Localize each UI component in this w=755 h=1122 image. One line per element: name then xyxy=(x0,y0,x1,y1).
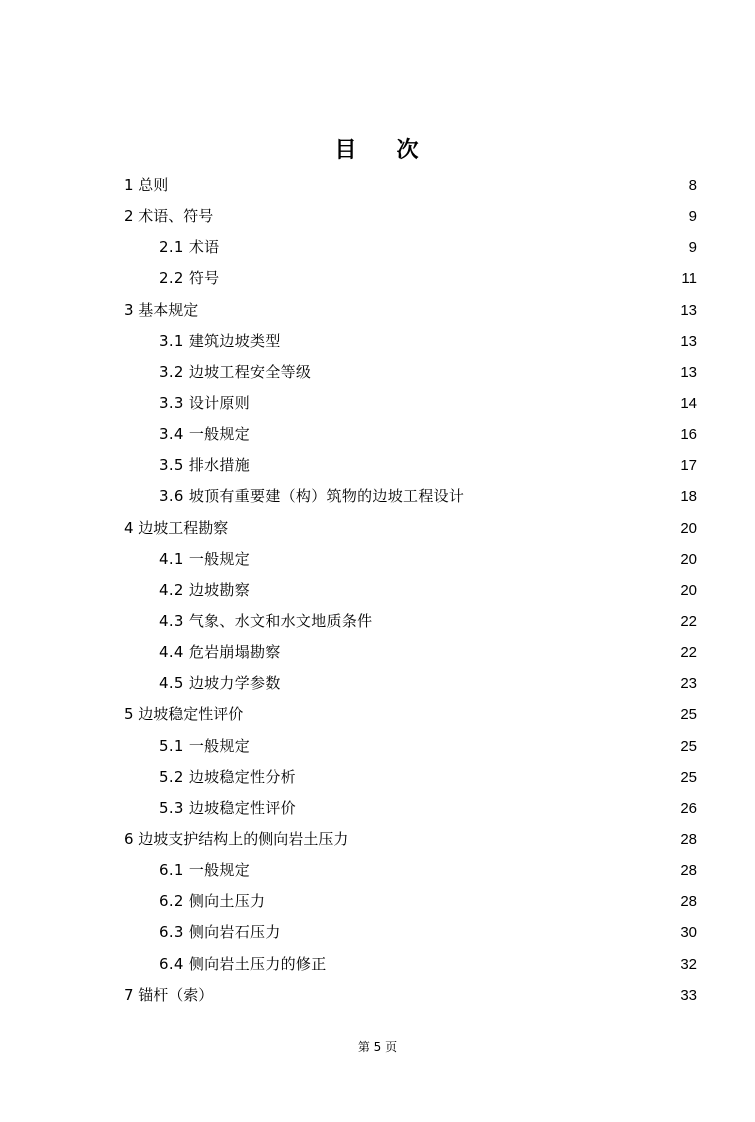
toc-entry-label: 4.5 边坡力学参数 xyxy=(159,674,281,693)
toc-entry[interactable] xyxy=(0,232,755,263)
toc-entry-page-number: 8 xyxy=(688,177,697,194)
toc-entry-label: 2 术语、符号 xyxy=(124,207,214,226)
page-footer: 第 5 页 xyxy=(357,1040,398,1054)
toc-entry[interactable] xyxy=(0,263,755,294)
toc-entry-label: 3.2 边坡工程安全等级 xyxy=(159,362,312,381)
toc-entry[interactable] xyxy=(0,855,755,886)
toc-entry[interactable] xyxy=(0,575,755,606)
toc-entry-page-number: 13 xyxy=(680,332,697,350)
toc-entry-label: 7 锚杆（索） xyxy=(124,985,214,1004)
toc-title xyxy=(0,133,755,163)
toc-entry-label: 6.1 一般规定 xyxy=(159,861,251,880)
toc-entry-label: 1 总则 xyxy=(124,176,169,194)
toc-entry-label: 4 边坡工程勘察 xyxy=(124,518,229,537)
toc-entry-label: 4.1 一般规定 xyxy=(159,549,251,568)
toc-entry[interactable] xyxy=(0,544,755,575)
table-of-contents xyxy=(0,170,755,1011)
toc-entry-label: 6.4 侧向岩土压力的修正 xyxy=(159,954,327,973)
toc-entry[interactable] xyxy=(0,170,755,201)
toc-entry[interactable] xyxy=(0,295,755,326)
toc-entry[interactable] xyxy=(0,793,755,824)
toc-entry-page-number: 25 xyxy=(680,706,697,724)
toc-entry[interactable] xyxy=(0,388,755,419)
toc-entry[interactable] xyxy=(0,637,755,668)
toc-entry-page-number: 17 xyxy=(680,457,697,475)
toc-entry-page-number: 25 xyxy=(680,768,697,786)
toc-entry[interactable] xyxy=(0,606,755,637)
toc-entry-label: 6.3 侧向岩石压力 xyxy=(159,923,281,942)
toc-entry-page-number: 26 xyxy=(680,799,697,817)
toc-entry-label: 3.6 坡顶有重要建（构）筑物的边坡工程设计 xyxy=(159,487,465,506)
toc-entry-page-number: 30 xyxy=(680,924,697,942)
toc-entry-page-number: 9 xyxy=(688,208,697,226)
toc-entry-label: 6.2 侧向土压力 xyxy=(159,892,266,911)
toc-entry[interactable] xyxy=(0,699,755,730)
toc-entry[interactable] xyxy=(0,326,755,357)
toc-entry-label: 4.4 危岩崩塌勘察 xyxy=(159,643,281,662)
toc-entry[interactable] xyxy=(0,357,755,388)
toc-entry[interactable] xyxy=(0,917,755,948)
toc-entry[interactable] xyxy=(0,481,755,512)
toc-entry-page-number: 33 xyxy=(680,986,697,1004)
toc-entry[interactable] xyxy=(0,762,755,793)
toc-entry[interactable] xyxy=(0,450,755,481)
toc-entry-label: 4.2 边坡勘察 xyxy=(159,580,251,599)
toc-entry-page-number: 23 xyxy=(680,675,697,693)
toc-entry-page-number: 13 xyxy=(680,363,697,381)
toc-entry-page-number: 28 xyxy=(680,893,697,911)
toc-entry-page-number: 18 xyxy=(680,488,697,506)
toc-entry[interactable] xyxy=(0,201,755,232)
toc-entry[interactable] xyxy=(0,419,755,450)
toc-entry-page-number: 9 xyxy=(688,239,697,257)
toc-entry-label: 3.4 一般规定 xyxy=(159,425,251,444)
toc-entry-page-number: 20 xyxy=(680,581,697,599)
toc-entry-page-number: 13 xyxy=(680,301,697,319)
toc-entry-page-number: 20 xyxy=(680,550,697,568)
toc-entry-page-number: 22 xyxy=(680,644,697,662)
toc-entry[interactable] xyxy=(0,824,755,855)
toc-entry-label: 3.3 设计原则 xyxy=(159,393,251,412)
toc-entry-label: 5.3 边坡稳定性评价 xyxy=(159,798,296,817)
toc-entry[interactable] xyxy=(0,949,755,980)
toc-entry-label: 6 边坡支护结构上的侧向岩土压力 xyxy=(124,829,349,848)
toc-entry-page-number: 22 xyxy=(680,612,697,630)
toc-entry-label: 3.1 建筑边坡类型 xyxy=(159,331,281,350)
toc-entry-page-number: 20 xyxy=(680,519,697,537)
toc-entry-page-number: 16 xyxy=(680,426,697,444)
toc-entry-label: 3 基本规定 xyxy=(124,300,199,319)
toc-entry-page-number: 28 xyxy=(680,830,697,848)
toc-entry[interactable] xyxy=(0,513,755,544)
toc-entry-label: 2.1 术语 xyxy=(159,238,220,257)
toc-entry[interactable] xyxy=(0,668,755,699)
toc-entry[interactable] xyxy=(0,886,755,917)
toc-title-part1: 目 xyxy=(334,138,359,163)
toc-entry-label: 2.2 符号 xyxy=(159,269,220,288)
toc-entry-page-number: 32 xyxy=(680,955,697,973)
toc-entry[interactable] xyxy=(0,731,755,762)
toc-entry-label: 5.2 边坡稳定性分析 xyxy=(159,767,296,786)
toc-entry-page-number: 25 xyxy=(680,737,697,755)
toc-entry[interactable] xyxy=(0,980,755,1011)
toc-entry-label: 5.1 一般规定 xyxy=(159,736,251,755)
toc-entry-label: 4.3 气象、水文和水文地质条件 xyxy=(159,611,373,630)
toc-entry-label: 3.5 排水措施 xyxy=(159,456,251,475)
toc-entry-page-number: 14 xyxy=(680,394,697,412)
toc-entry-page-number: 11 xyxy=(681,270,697,288)
toc-entry-label: 5 边坡稳定性评价 xyxy=(124,705,244,724)
toc-title-part2: 次 xyxy=(396,138,421,163)
toc-entry-page-number: 28 xyxy=(680,862,697,880)
